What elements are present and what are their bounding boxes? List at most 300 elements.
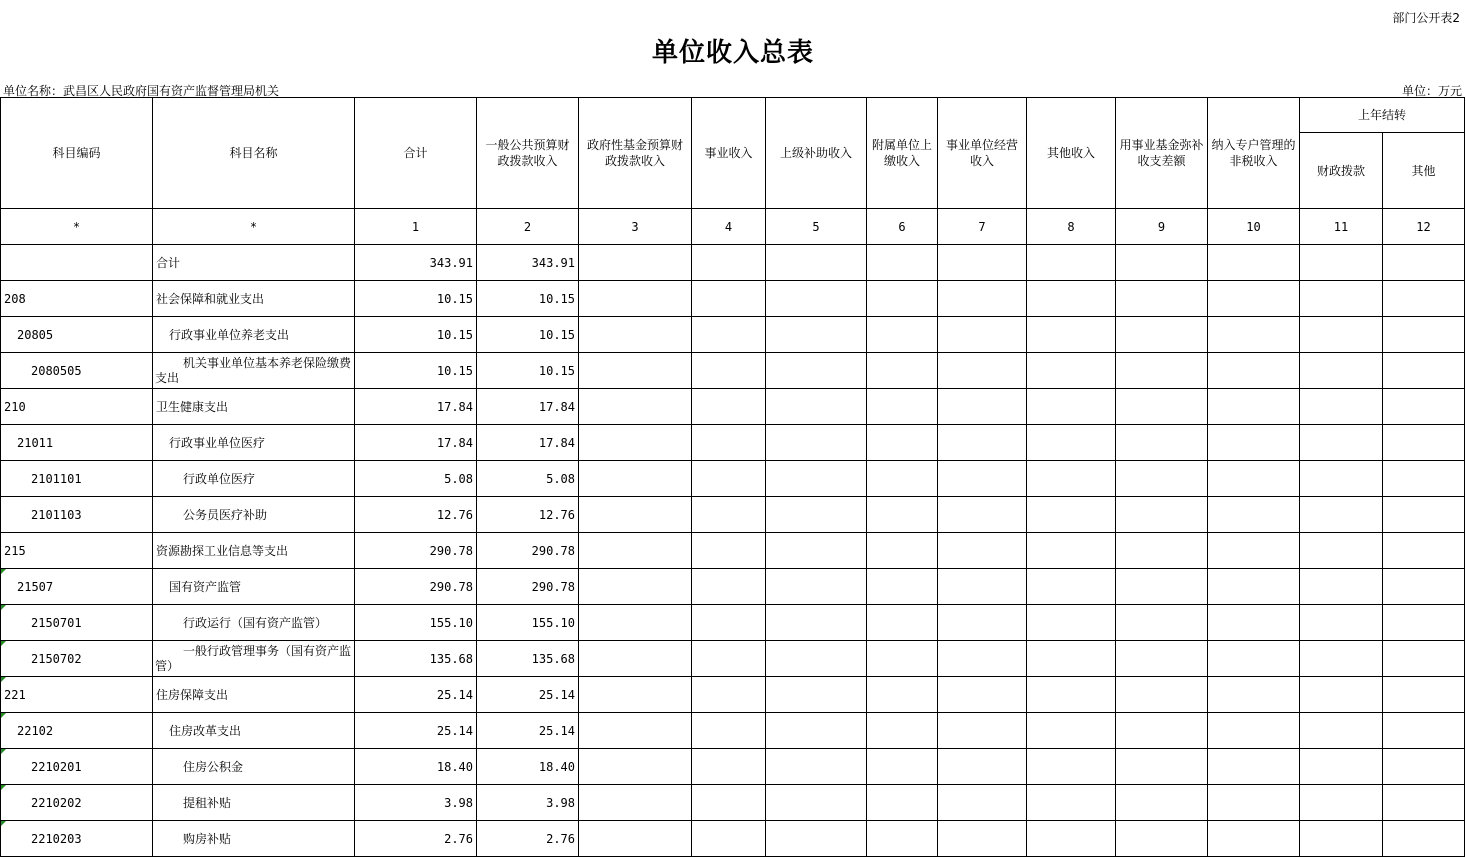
cell-total: 12.76 <box>355 497 477 533</box>
cell-empty <box>1116 605 1208 641</box>
cell-empty <box>1027 389 1116 425</box>
cell-empty <box>1027 425 1116 461</box>
cell-empty <box>938 317 1027 353</box>
cell-empty <box>579 281 692 317</box>
cell-empty <box>1116 461 1208 497</box>
cell-empty <box>1383 353 1465 389</box>
cell-name: 国有资产监管 <box>153 569 355 605</box>
cell-empty <box>1027 353 1116 389</box>
cell-empty <box>692 353 766 389</box>
cell-total: 17.84 <box>355 389 477 425</box>
cell-name: 提租补贴 <box>153 785 355 821</box>
cell-code <box>1 641 153 677</box>
header-row <box>1 98 1465 133</box>
cell-empty <box>1208 749 1300 785</box>
header-operating: 事业单位经营收入 <box>938 98 1027 209</box>
cell-empty <box>1208 785 1300 821</box>
table-row <box>1 461 1465 497</box>
cell-empty <box>867 677 938 713</box>
cell-empty <box>766 821 867 857</box>
header-general-budget: 一般公共预算财政拨款收入 <box>477 98 579 209</box>
cell-empty <box>867 281 938 317</box>
cell-code <box>1 713 153 749</box>
cell-code <box>1 677 153 713</box>
column-index-cell: 5 <box>766 209 867 245</box>
cell-empty <box>1116 677 1208 713</box>
cell-empty <box>938 605 1027 641</box>
code-text: 21507 <box>17 579 54 594</box>
cell-empty <box>1116 785 1208 821</box>
cell-empty <box>579 677 692 713</box>
code-text: 215 <box>4 543 26 558</box>
cell-empty <box>1208 641 1300 677</box>
cell-empty <box>579 425 692 461</box>
cell-empty <box>1208 353 1300 389</box>
cell-total: 10.15 <box>355 281 477 317</box>
cell-marker-icon <box>1 569 6 574</box>
cell-empty <box>938 353 1027 389</box>
cell-total: 135.68 <box>355 641 477 677</box>
cell-empty <box>1300 569 1383 605</box>
table-row <box>1 569 1465 605</box>
cell-marker-icon <box>1 641 6 646</box>
cell-empty <box>1383 569 1465 605</box>
table-row <box>1 425 1465 461</box>
code-text: 208 <box>4 291 26 306</box>
code-text: 2150702 <box>31 651 82 666</box>
cell-empty <box>1208 317 1300 353</box>
cell-total: 290.78 <box>355 569 477 605</box>
cell-empty <box>1208 713 1300 749</box>
header-total: 合计 <box>355 98 477 209</box>
column-index-cell: * <box>153 209 355 245</box>
cell-empty <box>1116 497 1208 533</box>
header-gov-fund: 政府性基金预算财政拨款收入 <box>579 98 692 209</box>
cell-name: 住房改革支出 <box>153 713 355 749</box>
cell-empty <box>692 317 766 353</box>
cell-empty <box>692 713 766 749</box>
cell-empty <box>1208 677 1300 713</box>
cell-empty <box>692 605 766 641</box>
cell-name: 行政单位医疗 <box>153 461 355 497</box>
code-text: 221 <box>4 687 26 702</box>
header-carry-other: 其他 <box>1383 133 1465 209</box>
cell-empty <box>692 569 766 605</box>
cell-empty <box>766 317 867 353</box>
column-index-cell: 4 <box>692 209 766 245</box>
cell-empty <box>1208 569 1300 605</box>
code-text: 2210202 <box>31 795 82 810</box>
cell-name: 合计 <box>153 245 355 281</box>
cell-empty <box>867 821 938 857</box>
cell-empty <box>692 497 766 533</box>
table-row <box>1 533 1465 569</box>
cell-empty <box>1116 641 1208 677</box>
cell-name: 住房保障支出 <box>153 677 355 713</box>
cell-empty <box>766 533 867 569</box>
cell-empty <box>867 785 938 821</box>
cell-empty <box>867 497 938 533</box>
cell-code <box>1 497 153 533</box>
cell-empty <box>1383 713 1465 749</box>
cell-empty <box>766 281 867 317</box>
column-index-cell: 3 <box>579 209 692 245</box>
cell-empty <box>766 353 867 389</box>
cell-general-budget: 3.98 <box>477 785 579 821</box>
cell-empty <box>1383 785 1465 821</box>
cell-empty <box>692 461 766 497</box>
cell-empty <box>579 497 692 533</box>
cell-empty <box>867 749 938 785</box>
cell-empty <box>1383 245 1465 281</box>
cell-empty <box>579 821 692 857</box>
header-fund-cover: 用事业基金弥补收支差额 <box>1116 98 1208 209</box>
header-business: 事业收入 <box>692 98 766 209</box>
code-text: 2080505 <box>31 363 82 378</box>
cell-empty <box>1383 281 1465 317</box>
cell-empty <box>766 641 867 677</box>
code-text: 210 <box>4 399 26 414</box>
cell-code <box>1 533 153 569</box>
cell-empty <box>579 461 692 497</box>
table-row <box>1 605 1465 641</box>
cell-general-budget: 25.14 <box>477 713 579 749</box>
cell-empty <box>1208 497 1300 533</box>
cell-total: 343.91 <box>355 245 477 281</box>
cell-empty <box>1383 749 1465 785</box>
cell-empty <box>766 497 867 533</box>
cell-marker-icon <box>1 821 6 826</box>
code-text: 2210203 <box>31 831 82 846</box>
cell-empty <box>1208 461 1300 497</box>
table-row <box>1 497 1465 533</box>
code-text: 21011 <box>17 435 54 450</box>
cell-empty <box>579 605 692 641</box>
cell-empty <box>1300 641 1383 677</box>
column-index-row <box>1 209 1465 245</box>
table-row <box>1 245 1465 281</box>
code-text: 2150701 <box>31 615 82 630</box>
cell-empty <box>692 245 766 281</box>
cell-empty <box>1300 749 1383 785</box>
page-title: 单位收入总表 <box>651 38 814 68</box>
cell-empty <box>579 389 692 425</box>
cell-empty <box>579 353 692 389</box>
column-index-cell: 2 <box>477 209 579 245</box>
cell-empty <box>867 641 938 677</box>
cell-name: 机关事业单位基本养老保险缴费支出 <box>153 353 355 389</box>
cell-empty <box>1208 389 1300 425</box>
cell-total: 290.78 <box>355 533 477 569</box>
cell-empty <box>1116 317 1208 353</box>
cell-empty <box>938 425 1027 461</box>
cell-total: 25.14 <box>355 677 477 713</box>
cell-empty <box>938 569 1027 605</box>
cell-empty <box>867 353 938 389</box>
table-row <box>1 749 1465 785</box>
table-row <box>1 641 1465 677</box>
cell-empty <box>1383 389 1465 425</box>
cell-empty <box>938 497 1027 533</box>
cell-code <box>1 245 153 281</box>
cell-empty <box>1300 677 1383 713</box>
column-index-cell: 9 <box>1116 209 1208 245</box>
cell-empty <box>766 425 867 461</box>
cell-code <box>1 749 153 785</box>
cell-empty <box>1116 533 1208 569</box>
cell-code <box>1 425 153 461</box>
header-carryover: 上年结转 <box>1300 98 1465 133</box>
cell-empty <box>1300 785 1383 821</box>
table-row <box>1 353 1465 389</box>
cell-empty <box>1300 461 1383 497</box>
cell-empty <box>1208 605 1300 641</box>
cell-empty <box>938 677 1027 713</box>
cell-empty <box>1300 821 1383 857</box>
cell-empty <box>579 713 692 749</box>
cell-empty <box>579 785 692 821</box>
header-carry-fiscal: 财政拨款 <box>1300 133 1383 209</box>
cell-empty <box>766 389 867 425</box>
code-text: 2101103 <box>31 507 82 522</box>
cell-empty <box>1027 641 1116 677</box>
cell-name: 卫生健康支出 <box>153 389 355 425</box>
column-index-cell: 7 <box>938 209 1027 245</box>
cell-empty <box>938 641 1027 677</box>
cell-empty <box>692 677 766 713</box>
cell-total: 10.15 <box>355 317 477 353</box>
cell-empty <box>867 713 938 749</box>
cell-empty <box>1116 713 1208 749</box>
cell-empty <box>1116 569 1208 605</box>
cell-name: 公务员医疗补助 <box>153 497 355 533</box>
table-row <box>1 389 1465 425</box>
cell-total: 3.98 <box>355 785 477 821</box>
cell-empty <box>766 605 867 641</box>
cell-total: 5.08 <box>355 461 477 497</box>
cell-empty <box>1116 245 1208 281</box>
cell-general-budget: 10.15 <box>477 317 579 353</box>
cell-empty <box>938 785 1027 821</box>
cell-empty <box>1027 461 1116 497</box>
cell-empty <box>1383 605 1465 641</box>
cell-empty <box>1383 533 1465 569</box>
cell-empty <box>867 461 938 497</box>
cell-empty <box>1300 245 1383 281</box>
cell-empty <box>1208 245 1300 281</box>
column-index-cell: 12 <box>1383 209 1465 245</box>
cell-empty <box>1027 281 1116 317</box>
cell-empty <box>938 533 1027 569</box>
cell-name: 行政事业单位医疗 <box>153 425 355 461</box>
cell-empty <box>867 533 938 569</box>
cell-empty <box>766 245 867 281</box>
cell-marker-icon <box>1 713 6 718</box>
cell-general-budget: 17.84 <box>477 389 579 425</box>
cell-empty <box>1300 425 1383 461</box>
header-superior: 上级补助收入 <box>766 98 867 209</box>
cell-empty <box>1300 713 1383 749</box>
cell-general-budget: 18.40 <box>477 749 579 785</box>
column-index-cell: 6 <box>867 209 938 245</box>
cell-empty <box>692 821 766 857</box>
cell-empty <box>1300 353 1383 389</box>
cell-general-budget: 2.76 <box>477 821 579 857</box>
cell-general-budget: 290.78 <box>477 533 579 569</box>
cell-general-budget: 290.78 <box>477 569 579 605</box>
table-row <box>1 713 1465 749</box>
cell-empty <box>1116 749 1208 785</box>
cell-empty <box>1027 533 1116 569</box>
cell-general-budget: 343.91 <box>477 245 579 281</box>
header-other-income: 其他收入 <box>1027 98 1116 209</box>
cell-code <box>1 281 153 317</box>
cell-empty <box>766 677 867 713</box>
cell-empty <box>692 425 766 461</box>
cell-empty <box>1208 425 1300 461</box>
cell-empty <box>692 785 766 821</box>
cell-name: 一般行政管理事务（国有资产监管） <box>153 641 355 677</box>
cell-empty <box>1208 821 1300 857</box>
cell-empty <box>1116 389 1208 425</box>
cell-empty <box>1116 281 1208 317</box>
cell-empty <box>1027 713 1116 749</box>
cell-name: 社会保障和就业支出 <box>153 281 355 317</box>
cell-empty <box>1300 317 1383 353</box>
cell-empty <box>579 533 692 569</box>
cell-name: 住房公积金 <box>153 749 355 785</box>
cell-code <box>1 461 153 497</box>
cell-empty <box>1116 821 1208 857</box>
code-text: 22102 <box>17 723 54 738</box>
column-index-cell: * <box>1 209 153 245</box>
cell-total: 155.10 <box>355 605 477 641</box>
cell-empty <box>867 389 938 425</box>
income-table <box>0 97 1465 857</box>
cell-empty <box>867 569 938 605</box>
cell-empty <box>1300 497 1383 533</box>
cell-empty <box>938 461 1027 497</box>
cell-empty <box>1027 605 1116 641</box>
header-code: 科目编码 <box>1 98 153 209</box>
cell-empty <box>1300 389 1383 425</box>
cell-code <box>1 569 153 605</box>
cell-empty <box>867 605 938 641</box>
cell-general-budget: 12.76 <box>477 497 579 533</box>
cell-marker-icon <box>1 785 6 790</box>
cell-empty <box>579 569 692 605</box>
cell-empty <box>1027 821 1116 857</box>
cell-empty <box>766 713 867 749</box>
cell-total: 10.15 <box>355 353 477 389</box>
cell-code <box>1 389 153 425</box>
cell-general-budget: 155.10 <box>477 605 579 641</box>
cell-empty <box>867 425 938 461</box>
code-text: 2210201 <box>31 759 82 774</box>
cell-total: 18.40 <box>355 749 477 785</box>
cell-empty <box>1383 641 1465 677</box>
cell-empty <box>1300 533 1383 569</box>
header-name: 科目名称 <box>153 98 355 209</box>
cell-total: 25.14 <box>355 713 477 749</box>
cell-empty <box>1027 317 1116 353</box>
cell-empty <box>1383 425 1465 461</box>
cell-total: 17.84 <box>355 425 477 461</box>
cell-marker-icon <box>1 749 6 754</box>
cell-empty <box>938 821 1027 857</box>
table-row <box>1 821 1465 857</box>
cell-empty <box>938 245 1027 281</box>
cell-empty <box>579 317 692 353</box>
cell-empty <box>1027 497 1116 533</box>
cell-empty <box>1027 569 1116 605</box>
cell-name: 购房补贴 <box>153 821 355 857</box>
cell-name: 行政事业单位养老支出 <box>153 317 355 353</box>
cell-name: 行政运行（国有资产监管） <box>153 605 355 641</box>
cell-empty <box>938 281 1027 317</box>
cell-empty <box>867 317 938 353</box>
cell-empty <box>1383 461 1465 497</box>
cell-empty <box>1208 281 1300 317</box>
cell-general-budget: 135.68 <box>477 641 579 677</box>
form-number: 部门公开表2 <box>1392 11 1460 25</box>
cell-empty <box>1300 281 1383 317</box>
cell-empty <box>1383 821 1465 857</box>
header-special-mgmt: 纳入专户管理的非税收入 <box>1208 98 1300 209</box>
cell-empty <box>1208 533 1300 569</box>
table-row <box>1 785 1465 821</box>
column-index-cell: 10 <box>1208 209 1300 245</box>
column-index-cell: 8 <box>1027 209 1116 245</box>
cell-general-budget: 17.84 <box>477 425 579 461</box>
cell-code <box>1 785 153 821</box>
cell-code <box>1 821 153 857</box>
table-row <box>1 317 1465 353</box>
cell-empty <box>1116 425 1208 461</box>
cell-empty <box>1383 497 1465 533</box>
code-text: 20805 <box>17 327 54 342</box>
cell-code <box>1 353 153 389</box>
cell-empty <box>579 749 692 785</box>
cell-empty <box>766 461 867 497</box>
table-row <box>1 677 1465 713</box>
cell-general-budget: 5.08 <box>477 461 579 497</box>
cell-empty <box>1027 677 1116 713</box>
column-index-cell: 1 <box>355 209 477 245</box>
cell-empty <box>692 389 766 425</box>
cell-empty <box>692 533 766 569</box>
cell-empty <box>1116 353 1208 389</box>
cell-empty <box>1027 749 1116 785</box>
cell-empty <box>1300 605 1383 641</box>
table-row <box>1 281 1465 317</box>
cell-empty <box>766 749 867 785</box>
cell-empty <box>1383 677 1465 713</box>
cell-empty <box>579 245 692 281</box>
cell-code <box>1 605 153 641</box>
cell-empty <box>938 713 1027 749</box>
cell-empty <box>1027 245 1116 281</box>
cell-empty <box>1383 317 1465 353</box>
cell-general-budget: 25.14 <box>477 677 579 713</box>
cell-empty <box>692 641 766 677</box>
cell-empty <box>938 749 1027 785</box>
cell-general-budget: 10.15 <box>477 281 579 317</box>
header-affiliated: 附属单位上缴收入 <box>867 98 938 209</box>
cell-total: 2.76 <box>355 821 477 857</box>
cell-marker-icon <box>1 677 6 682</box>
cell-empty <box>938 389 1027 425</box>
